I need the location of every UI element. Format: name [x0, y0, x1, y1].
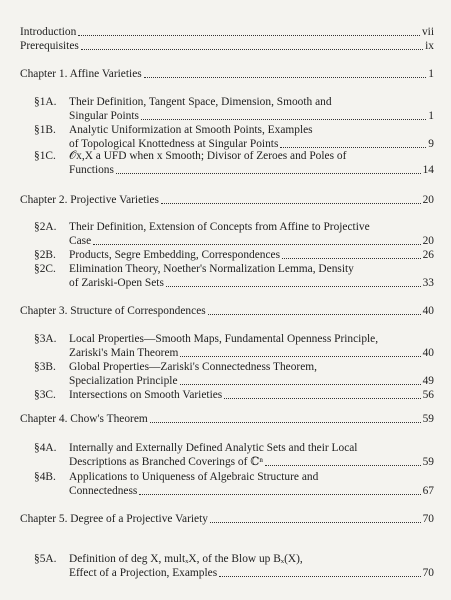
section-entry-text: Intersections on Smooth Varieties	[69, 389, 223, 401]
chapter-entry-page: 20	[422, 194, 434, 206]
section-title-line-text: Local Properties—Smooth Maps, Fundamental Openness Principle,	[69, 333, 379, 345]
section-entry-text: Functions	[69, 164, 114, 176]
section-entry	[69, 164, 434, 177]
dot-leader	[150, 422, 421, 423]
section-title-line-text: Applications to Uniqueness of Algebraic Structure and	[69, 471, 319, 483]
section-number: §4A.	[34, 442, 57, 454]
section-entry-text: Products, Segre Embedding, Correspondences	[69, 249, 280, 261]
section-title-line	[69, 442, 357, 455]
section-title-line	[69, 150, 346, 163]
section-entry-page: 59	[422, 456, 434, 468]
section-entry-text: Zariski's Main Theorem	[69, 347, 179, 359]
section-entry-text: Effect of a Projection, Examples	[69, 567, 218, 579]
section-title-line-text: Their Definition, Tangent Space, Dimension, Smooth and	[69, 96, 332, 108]
section-title-line-text: Analytic Uniformization at Smooth Points, Examples	[69, 124, 313, 136]
section-entry	[69, 347, 434, 360]
section-title-line	[69, 263, 354, 276]
section-number: §4B.	[34, 471, 56, 483]
dot-leader	[93, 244, 420, 245]
section-title-line-text: Definition of deg X, multₓX, of the Blow up Bₓ(X),	[69, 553, 303, 565]
section-entry-text: Specialization Principle	[69, 375, 178, 387]
section-entry	[69, 249, 434, 262]
dot-leader	[161, 203, 421, 204]
section-title-line	[69, 361, 317, 374]
section-number: §2A.	[34, 221, 57, 233]
section-entry-page: 67	[422, 485, 434, 497]
section-entry	[69, 567, 434, 580]
chapter-entry-text: Chapter 5. Degree of a Projective Variety	[20, 513, 208, 525]
section-title-line-text: Their Definition, Extension of Concepts from Affine to Projective	[69, 221, 370, 233]
section-entry	[69, 110, 434, 123]
section-entry-text: of Zariski-Open Sets	[69, 277, 164, 289]
section-entry-page: 9	[428, 138, 434, 150]
section-title-line-text: Internally and Externally Defined Analytic Sets and their Local	[69, 442, 358, 454]
section-number: §3C.	[34, 389, 56, 401]
section-title-line-text: 𝒪x,X a UFD when x Smooth; Divisor of Zeroes and Poles of	[69, 150, 347, 162]
section-number: §5A.	[34, 553, 57, 565]
chapter-entry-page: 70	[422, 513, 434, 525]
section-number: §2B.	[34, 249, 56, 261]
chapter-entry	[20, 413, 434, 426]
section-entry-text: Descriptions as Branched Coverings of ℂⁿ	[69, 456, 263, 468]
section-title-line	[69, 221, 370, 234]
section-entry-text: Connectedness	[69, 485, 138, 497]
chapter-entry-text: Chapter 4. Chow's Theorem	[20, 413, 148, 425]
section-title-line-text: Global Properties—Zariski's Connectedness Theorem,	[69, 361, 317, 373]
section-entry-page: 56	[422, 389, 434, 401]
dot-leader	[144, 77, 427, 78]
section-entry-page: 20	[422, 235, 434, 247]
front-matter-entry	[20, 40, 434, 53]
section-title-line-text: Elimination Theory, Noether's Normalization Lemma, Density	[69, 263, 354, 275]
chapter-entry-page: 40	[422, 305, 434, 317]
front-matter-entry-page: ix	[425, 40, 434, 52]
dot-leader	[116, 173, 421, 174]
dot-leader	[219, 576, 420, 577]
section-entry-page: 70	[422, 567, 434, 579]
dot-leader	[166, 286, 421, 287]
dot-leader	[141, 119, 426, 120]
dot-leader	[180, 384, 421, 385]
section-number: §1C.	[34, 150, 56, 162]
chapter-entry	[20, 194, 434, 207]
section-entry	[69, 485, 434, 498]
dot-leader	[265, 465, 421, 466]
chapter-entry-page: 1	[428, 68, 434, 80]
chapter-entry	[20, 513, 434, 526]
front-matter-entry	[20, 26, 434, 39]
dot-leader	[81, 49, 423, 50]
front-matter-entry-page: vii	[421, 26, 434, 38]
section-entry-text: of Topological Knottedness at Singular Points	[69, 138, 279, 150]
dot-leader	[282, 258, 421, 259]
chapter-entry	[20, 305, 434, 318]
section-entry-page: 40	[422, 347, 434, 359]
section-entry-text: Singular Points	[69, 110, 139, 122]
section-number: §1B.	[34, 124, 56, 136]
section-title-line	[69, 96, 332, 109]
dot-leader	[210, 522, 421, 523]
section-entry	[69, 235, 434, 248]
section-entry-page: 14	[422, 164, 434, 176]
dot-leader	[78, 35, 420, 36]
section-title-line	[69, 333, 378, 346]
chapter-entry-page: 59	[422, 413, 434, 425]
section-entry	[69, 375, 434, 388]
front-matter-entry-text: Prerequisites	[20, 40, 79, 52]
front-matter-entry-text: Introduction	[20, 26, 77, 38]
section-entry	[69, 456, 434, 469]
chapter-entry	[20, 68, 434, 81]
section-number: §1A.	[34, 96, 57, 108]
section-title-line	[69, 471, 318, 484]
section-entry	[69, 277, 434, 290]
section-entry-page: 49	[422, 375, 434, 387]
section-entry	[69, 389, 434, 402]
section-title-line	[69, 553, 303, 566]
dot-leader	[180, 356, 420, 357]
section-entry-page: 1	[428, 110, 434, 122]
chapter-entry-text: Chapter 3. Structure of Correspondences	[20, 305, 206, 317]
section-entry-page: 33	[422, 277, 434, 289]
section-number: §2C.	[34, 263, 56, 275]
section-title-line	[69, 124, 313, 137]
dot-leader	[280, 147, 426, 148]
dot-leader	[208, 314, 421, 315]
dot-leader	[139, 494, 420, 495]
section-number: §3B.	[34, 361, 56, 373]
section-entry-text: Case	[69, 235, 92, 247]
chapter-entry-text: Chapter 2. Projective Varieties	[20, 194, 159, 206]
section-number: §3A.	[34, 333, 57, 345]
chapter-entry-text: Chapter 1. Affine Varieties	[20, 68, 142, 80]
dot-leader	[224, 398, 420, 399]
section-entry-page: 26	[422, 249, 434, 261]
